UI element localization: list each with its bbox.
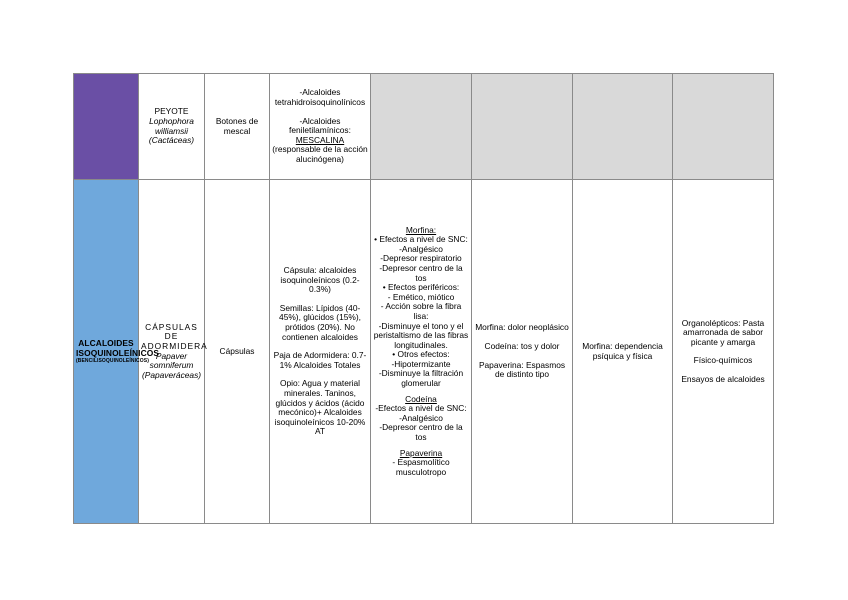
action-line: • Otros efectos: bbox=[392, 349, 450, 360]
use-line: Codeína: tos y dolor bbox=[484, 340, 560, 351]
part-used-cell: Botones de mescal bbox=[205, 74, 270, 180]
control-line: Organolépticos: Pasta amarronada de sabor picante y amarga bbox=[681, 317, 765, 347]
composition-line: -Alcaloides tetrahidroisoquinolínicos bbox=[274, 87, 366, 108]
control-line: Físico-químicos bbox=[693, 355, 753, 366]
action-line: - Espasmolítico musculotropo bbox=[392, 457, 450, 477]
control-cell-empty bbox=[673, 74, 774, 180]
action-line: • Efectos a nivel de SNC: bbox=[374, 234, 468, 245]
actions-cell bbox=[371, 180, 472, 524]
toxicity-cell: Morfina: dependencia psíquica y física bbox=[573, 180, 673, 524]
action-line: -Efectos a nivel de SNC: bbox=[375, 403, 467, 414]
category-title: ALCALOIDES ISOQUINOLEÍNICOS bbox=[76, 337, 160, 358]
composition-line: Cápsula: alcaloides isoquinoleínicos (0.2-0.3%) bbox=[280, 265, 360, 295]
plant-latin: Papaver somniferum bbox=[149, 350, 194, 371]
category-cell-empty bbox=[74, 74, 139, 180]
control-cell bbox=[673, 180, 774, 524]
category-subtitle: (BENCILISOQUINOLEÍNICOS) bbox=[76, 358, 149, 365]
uses-cell bbox=[472, 180, 573, 524]
category-cell bbox=[74, 180, 160, 524]
composition-line: Paja de Adormidera: 0.7-1% Alcaloides Totales bbox=[273, 350, 367, 370]
active-compound: MESCALINA bbox=[295, 134, 345, 145]
action-line: -Depresor centro de la tos bbox=[379, 422, 463, 443]
action-line: -Analgésico bbox=[399, 412, 443, 423]
section-title-papaverina: Papaverina bbox=[399, 447, 443, 458]
action-line: -Depresor centro de la tos bbox=[379, 262, 463, 283]
composition-line: -Alcaloides feniletilamínicos: bbox=[289, 115, 351, 136]
section-title-morfina: Morfina: bbox=[405, 224, 437, 235]
use-line: Morfina: dolor neoplásico bbox=[475, 322, 569, 333]
action-line: - Acción sobre la fibra lisa: bbox=[380, 301, 462, 321]
plant-name: PEYOTE bbox=[154, 106, 189, 117]
plant-cell-peyote bbox=[139, 74, 205, 180]
table-row-peyote bbox=[74, 74, 774, 180]
composition-line: Opio: Agua y material minerales. Taninos, glúcidos y ácidos (ácido mecónico)+ Alcaloides isoquinoleínicos 10-20% AT bbox=[274, 378, 366, 437]
action-line: -Disminuye la filtración glomerular bbox=[378, 368, 464, 389]
plant-family: (Cactáceas) bbox=[148, 135, 195, 146]
monograph-table bbox=[73, 73, 774, 524]
action-line: • Efectos periféricos: bbox=[382, 282, 460, 293]
toxicity-cell-empty bbox=[573, 74, 673, 180]
action-line: -Depresor respiratorio bbox=[380, 253, 462, 264]
action-line: - Emético, miótico bbox=[387, 291, 455, 302]
table-row-adormidera bbox=[74, 180, 774, 524]
action-line: -Analgésico bbox=[399, 243, 443, 254]
uses-cell-empty bbox=[472, 74, 573, 180]
actions-cell-empty bbox=[371, 74, 472, 180]
composition-note: (responsable de la acción alucinógena) bbox=[272, 144, 368, 164]
plant-latin: Lophophora williamsii bbox=[149, 115, 194, 136]
plant-family: (Papaveráceas) bbox=[141, 369, 202, 380]
use-line: Papaverina: Espasmos de distinto tipo bbox=[478, 359, 566, 380]
composition-cell-adormidera bbox=[270, 180, 371, 524]
action-line: -Disminuye el tono y el peristaltismo de las fibras longitudinales. bbox=[373, 320, 469, 350]
composition-line: Semillas: Lípidos (40-45%), glúcidos (15%), prótidos (20%). No contienen alcaloides bbox=[279, 302, 361, 342]
part-used-cell: Cápsulas bbox=[205, 180, 270, 524]
section-title-codeina: Codeína bbox=[405, 393, 437, 404]
control-line: Ensayos de alcaloides bbox=[681, 373, 765, 384]
action-line: -Hipotermizante bbox=[391, 358, 451, 369]
plant-name: CÁPSULAS DE ADORMIDERA bbox=[141, 321, 208, 351]
composition-cell-peyote bbox=[270, 74, 371, 180]
